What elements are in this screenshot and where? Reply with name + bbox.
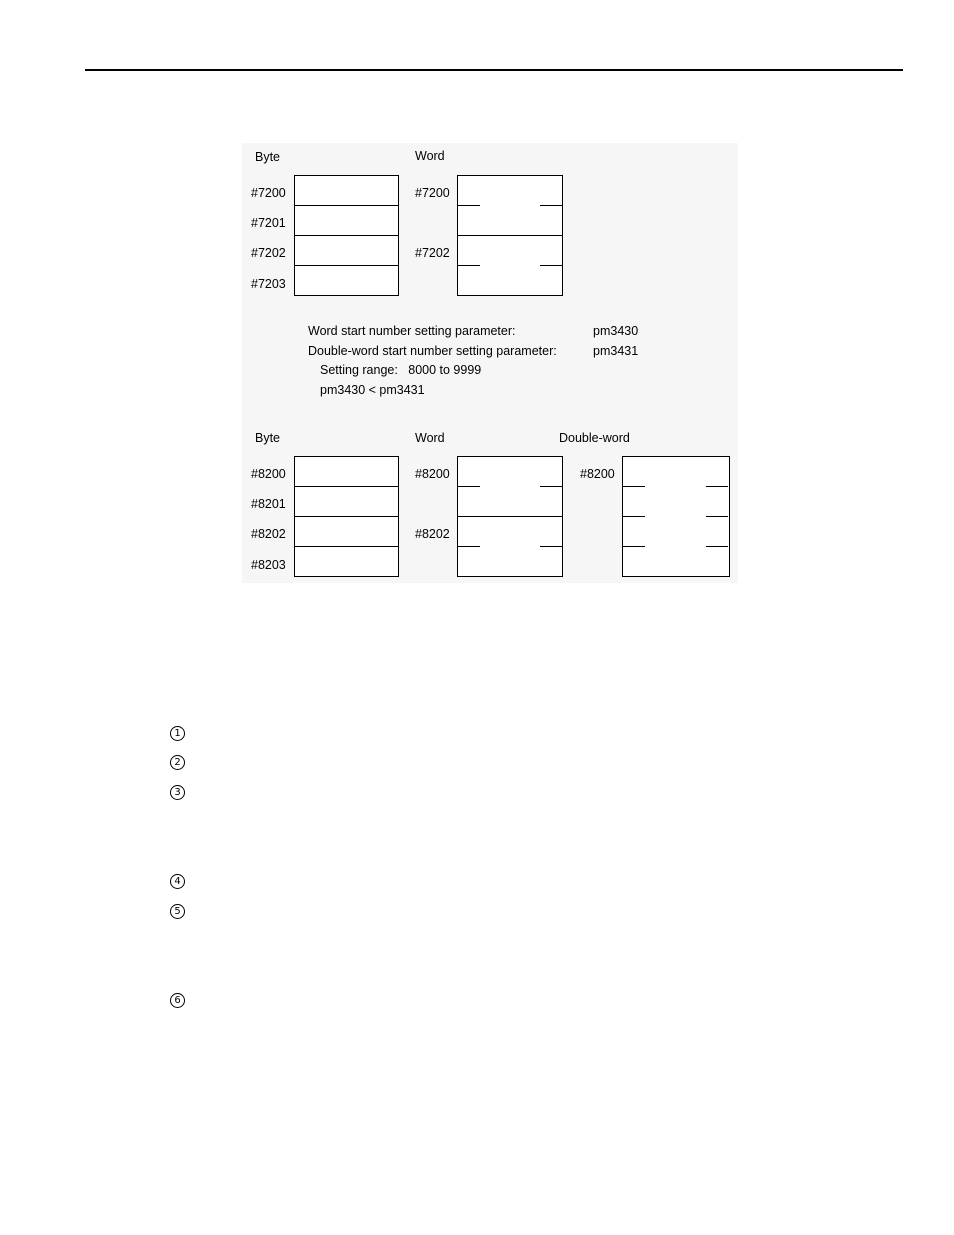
byte-tick-mark: [458, 486, 480, 487]
list-marker-4: 4: [170, 874, 185, 889]
byte-tick-mark: [458, 265, 480, 266]
byte-divider: [294, 546, 399, 547]
diagram1-word-heading: Word: [415, 149, 445, 163]
dword-start-param-value: pm3431: [593, 344, 639, 358]
diagram2-dword-address: #8200: [580, 467, 615, 481]
byte-tick-mark: [540, 546, 562, 547]
diagram2-word-heading: Word: [415, 431, 445, 445]
diagram1-byte-address: #7202: [251, 246, 286, 260]
byte-tick-mark: [540, 265, 562, 266]
byte-tick-mark: [706, 516, 728, 517]
byte-divider: [294, 486, 399, 487]
byte-divider: [294, 205, 399, 206]
list-marker-5: 5: [170, 904, 185, 919]
param-condition: pm3430 < pm3431: [320, 383, 425, 397]
word-start-param-label: Word start number setting parameter:: [308, 324, 516, 338]
setting-range: Setting range: 8000 to 9999: [320, 363, 482, 377]
diagram1-byte-heading: Byte: [255, 150, 281, 164]
list-marker-3: 3: [170, 785, 185, 800]
byte-tick-mark: [623, 546, 645, 547]
diagram2-word-address: #8202: [415, 527, 450, 541]
byte-tick-mark: [706, 546, 728, 547]
word-divider: [457, 516, 563, 517]
byte-divider: [294, 516, 399, 517]
dword-start-param-label: Double-word start number setting parameter:: [308, 344, 557, 358]
diagram1-word-address: #7200: [415, 186, 450, 200]
diagram1-byte-address: #7201: [251, 216, 286, 230]
list-marker-6: 6: [170, 993, 185, 1008]
byte-tick-mark: [706, 486, 728, 487]
diagram1-word-address: #7202: [415, 246, 450, 260]
diagram2-word-address: #8200: [415, 467, 450, 481]
byte-tick-mark: [458, 546, 480, 547]
diagram2-byte-address: #8202: [251, 527, 286, 541]
word-divider: [457, 235, 563, 236]
byte-tick-mark: [623, 486, 645, 487]
byte-tick-mark: [458, 205, 480, 206]
list-marker-2: 2: [170, 755, 185, 770]
diagram2-dword-heading: Double-word: [559, 431, 630, 445]
header-rule: [85, 69, 903, 71]
word-start-param-value: pm3430: [593, 324, 639, 338]
diagram1-byte-address: #7203: [251, 277, 286, 291]
byte-tick-mark: [540, 486, 562, 487]
diagram2-byte-address: #8203: [251, 558, 286, 572]
diagram2-byte-address: #8200: [251, 467, 286, 481]
byte-tick-mark: [540, 205, 562, 206]
byte-divider: [294, 235, 399, 236]
diagram1-byte-address: #7200: [251, 186, 286, 200]
byte-tick-mark: [623, 516, 645, 517]
diagram2-byte-heading: Byte: [255, 431, 281, 445]
list-marker-1: 1: [170, 726, 185, 741]
diagram2-byte-address: #8201: [251, 497, 286, 511]
byte-divider: [294, 265, 399, 266]
